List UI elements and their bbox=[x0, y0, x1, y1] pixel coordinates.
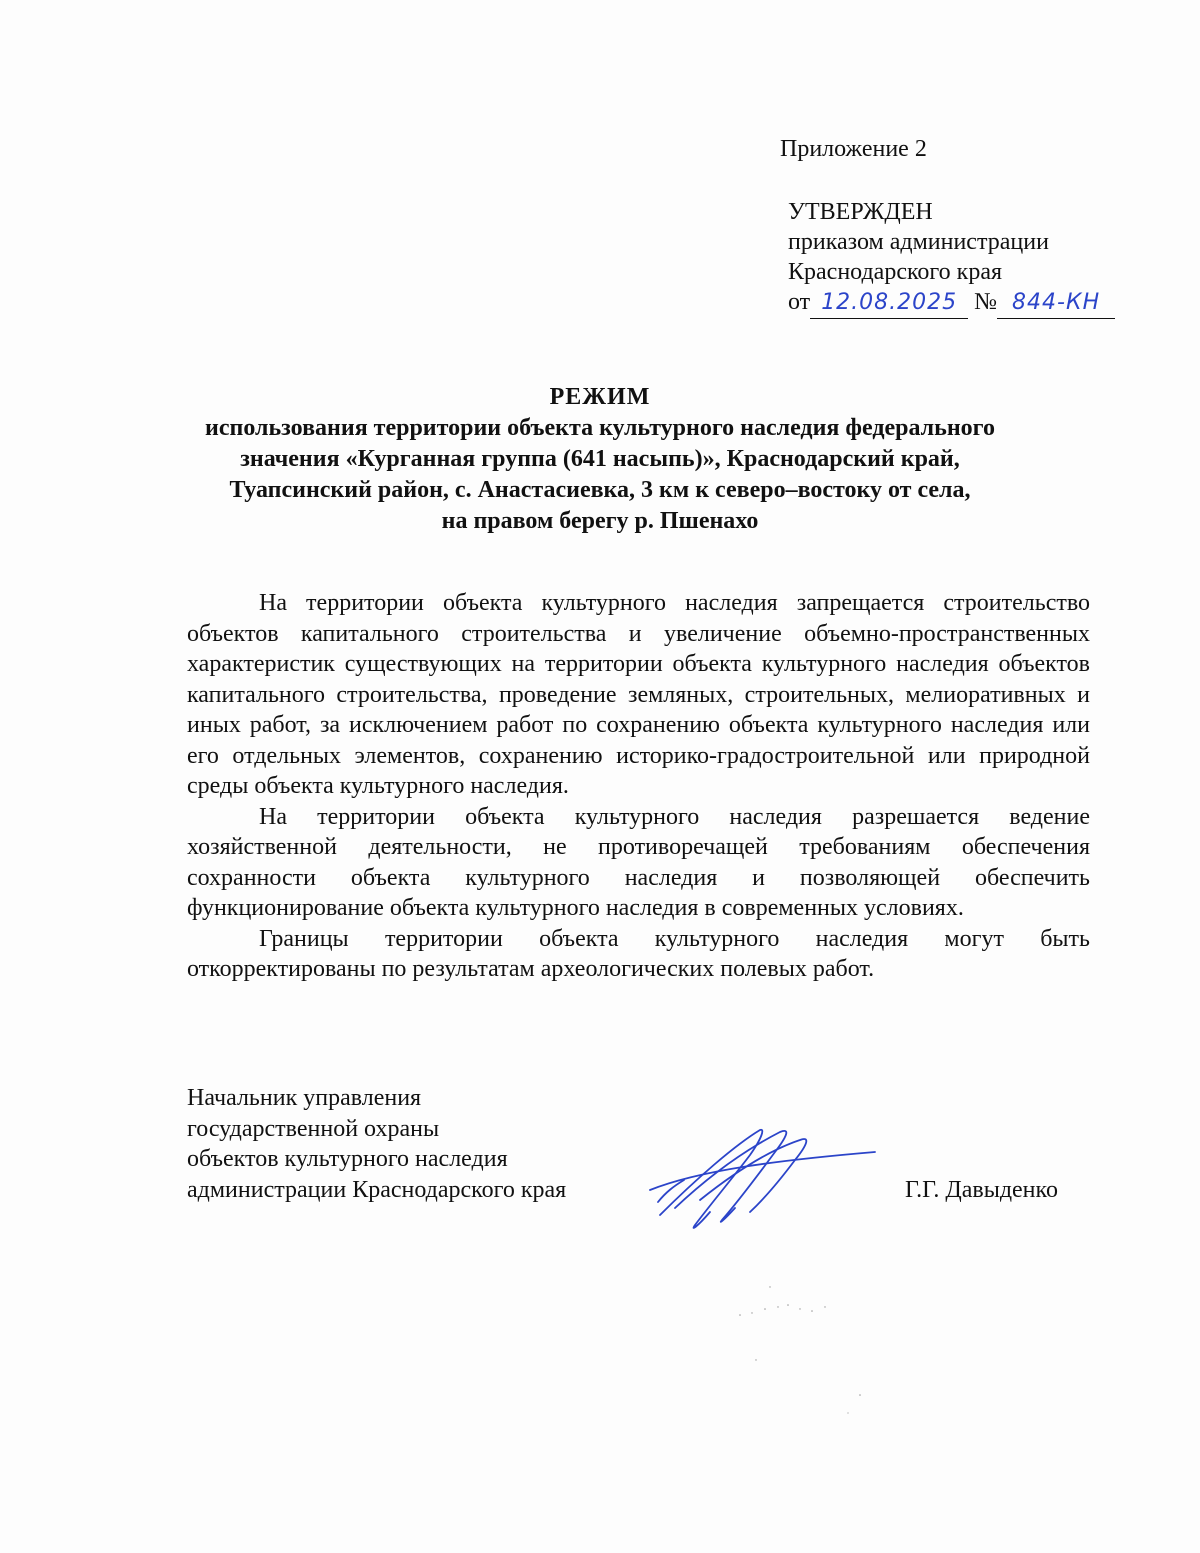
title-line: значения «Курганная группа (641 насыпь)», Краснодарский край, bbox=[240, 446, 960, 472]
signer-name: Г.Г. Давыденко bbox=[905, 1177, 1058, 1203]
approval-order-line bbox=[788, 287, 1115, 319]
number-prefix: № bbox=[974, 289, 998, 315]
body-paragraph: На территории объекта культурного наследия разрешается ведение хозяйственной деятельности, не противоречащей требованиям обеспечения сохранности объекта культурного наследия и позволяющей обеспечить функционирование объекта культурного наследия в современных условиях. bbox=[187, 803, 1090, 921]
approval-line: Краснодарского края bbox=[788, 259, 1003, 285]
title-heading: РЕЖИМ bbox=[549, 384, 651, 410]
signer-position bbox=[187, 1083, 566, 1205]
approval-stamp bbox=[788, 197, 1115, 319]
approval-line: приказом администрации bbox=[788, 229, 1049, 255]
body-paragraph: На территории объекта культурного наследия запрещается строительство объектов капитального строительства и увеличение объемно-пространственных характеристик существующих на территории объекта культурного наследия объектов капитального строительства, проведение земляных, строительных, мелиоративных и иных работ, за исключением работ по сохранению объекта культурного наследия или его отдельных элементов, сохранению историко-градостроительной или природной среды объекта культурного наследия. bbox=[187, 590, 1090, 799]
signer-position-line: объектов культурного наследия bbox=[187, 1146, 508, 1172]
body-paragraph: Границы территории объекта культурного наследия могут быть откорректированы по результатам археологических полевых работ. bbox=[187, 925, 1090, 982]
signer-position-line: государственной охраны bbox=[187, 1115, 440, 1142]
appendix-label: Приложение 2 bbox=[780, 136, 927, 162]
signer-position-line: Начальник управления bbox=[187, 1085, 422, 1111]
handwritten-number: 844-КН bbox=[997, 288, 1115, 319]
title-line: на правом берегу р. Пшенахо bbox=[441, 508, 759, 534]
title-line: Туапсинский район, с. Анастасиевка, 3 км к северо–востоку от села, bbox=[229, 477, 971, 503]
document-body bbox=[187, 588, 1090, 985]
handwritten-date: 12.08.2025 bbox=[810, 288, 968, 319]
date-prefix: от bbox=[788, 289, 811, 315]
approval-title: УТВЕРЖДЕН bbox=[788, 199, 933, 225]
scan-speckles bbox=[730, 1285, 870, 1425]
signer-position-line: администрации Краснодарского края bbox=[187, 1176, 567, 1203]
handwritten-signature bbox=[640, 1120, 880, 1235]
document-title bbox=[180, 382, 1020, 537]
title-line: использования территории объекта культурного наследия федерального bbox=[205, 415, 995, 441]
